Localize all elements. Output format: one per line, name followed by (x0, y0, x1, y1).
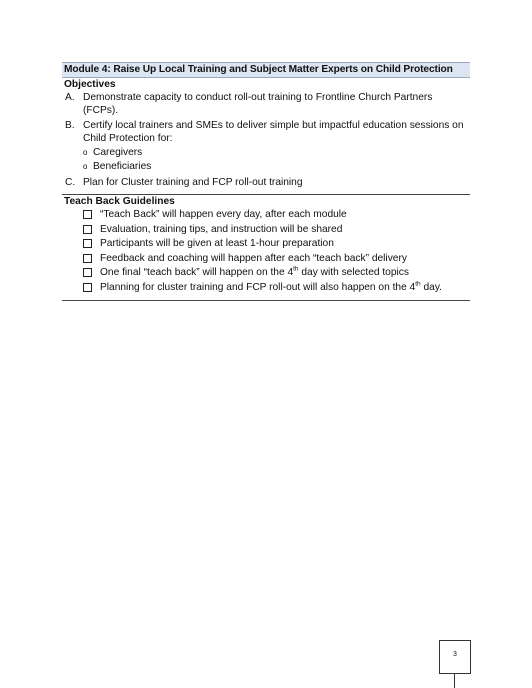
page-number-stem (454, 673, 455, 688)
list-item-text: Evaluation, training tips, and instruction will be shared (100, 223, 343, 235)
list-item (62, 237, 470, 250)
guidelines-list (62, 208, 470, 294)
checkbox-icon (83, 239, 92, 248)
table-bottom-border (62, 300, 470, 301)
list-item (62, 223, 470, 236)
list-item (62, 208, 470, 221)
document-body (62, 62, 470, 301)
list-item-text: Certify local trainers and SMEs to deliver simple but impactful education sessions on Child Protection for: (83, 119, 464, 144)
list-item-text: Plan for Cluster training and FCP roll-out training (83, 177, 303, 188)
checkbox-icon (83, 268, 92, 277)
list-item-text: Demonstrate capacity to conduct roll-out training to Frontline Church Partners (FCPs). (83, 92, 433, 116)
list-item-text: Beneficiaries (93, 161, 152, 172)
page-number: 3 (439, 640, 471, 674)
objectives-heading: Objectives (64, 79, 116, 90)
guidelines-heading: Teach Back Guidelines (64, 196, 175, 207)
module-title: Module 4: Raise Up Local Training and Subject Matter Experts on Child Protection (62, 62, 470, 78)
checkbox-icon (83, 210, 92, 219)
list-item (83, 146, 470, 159)
checkbox-icon (83, 254, 92, 263)
list-marker: C. (65, 177, 76, 188)
list-item-text: Caregivers (93, 146, 143, 158)
list-item (62, 91, 470, 117)
list-item-text: Planning for cluster training and FCP roll-out will also happen on the 4th day. (100, 280, 443, 293)
list-item (62, 266, 470, 279)
list-item (62, 119, 470, 175)
list-marker: A. (65, 92, 75, 103)
list-item (62, 252, 470, 265)
list-item-text: One final “teach back” will happen on the 4th day with selected topics (100, 265, 409, 279)
list-marker: B. (65, 119, 75, 131)
list-item-text: Participants will be given at least 1-hour preparation (100, 238, 334, 250)
audience-list (83, 146, 470, 174)
bullet-icon: o (83, 162, 88, 171)
list-item (83, 160, 470, 173)
checkbox-icon (83, 283, 92, 292)
checkbox-icon (83, 225, 92, 234)
list-item (62, 176, 470, 189)
list-item-text: “Teach Back” will happen every day, after each module (100, 209, 347, 220)
list-item (62, 281, 470, 294)
bullet-icon: o (83, 147, 88, 157)
objectives-list (62, 91, 470, 189)
list-item-text: Feedback and coaching will happen after each “teach back” delivery (100, 252, 407, 264)
